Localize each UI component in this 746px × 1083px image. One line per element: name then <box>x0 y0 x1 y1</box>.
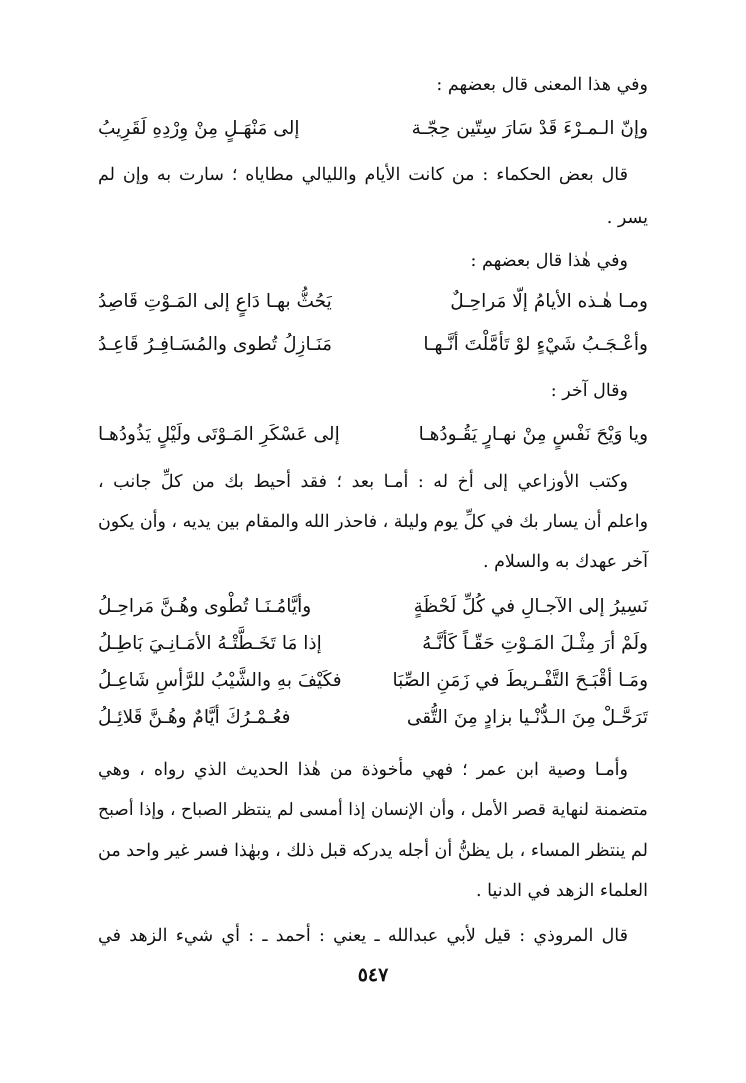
page-number: ٥٤٧ <box>357 964 389 986</box>
verse-second-hemistich: إذا مَا تَخَـطَّتْـهُ الأمَـانِـيَ بَاطِـلُ <box>98 633 322 654</box>
paragraph-line: وكتب الأوزاعي إلى أخ له : أمـا بعد ؛ فقد أحيط بك من كلِّ جانب ، <box>98 472 628 492</box>
verse-line <box>98 112 648 146</box>
paragraph-line: قال بعض الحكماء : من كانت الأيام والليالي مطاياه ؛ سارت به وإن لم <box>98 165 628 185</box>
paragraph-line: وأمـا وصية ابن عمر ؛ فهي مأخوذة من هٰذا الحديث الذي رواه ، وهي <box>98 760 628 780</box>
verse-second-hemistich: مَنَـازِلُ تُطوى والمُسَـافِـرُ قَاعِـدُ <box>98 334 333 355</box>
verse-line <box>98 590 648 624</box>
verse-first-hemistich: ومـا هٰـذه الأيامُ إلّا مَراحِـلٌ <box>450 291 648 312</box>
paragraph-line: العلماء الزهد في الدنيا . <box>475 881 648 901</box>
intro-line: وفي هٰذا قال بعضهم : <box>470 251 628 271</box>
verse-line <box>98 664 648 698</box>
paragraph-line: قال المروذي : قيل لأبي عبدالله ـ يعني : أحمد ـ : أي شيء الزهد في <box>98 926 628 946</box>
verse-first-hemistich: وأعْـجَـبُ شَيْءٍ لوْ تَأمَّلْتَ أنَّـهـا <box>423 334 648 355</box>
intro-line: وفي هذا المعنى قال بعضهم : <box>436 75 648 95</box>
verse-line <box>98 701 648 735</box>
verse-first-hemistich: تَرَحَّـلْ مِنَ الـدُّنْـيا بزادٍ مِنَ التُّقى <box>406 707 648 728</box>
verse-second-hemistich: إلى عَسْكَرِ المَـوْتَى ولَيْلٍ يَذُودُهـا <box>98 424 340 445</box>
intro-line: وقال آخر : <box>550 381 628 401</box>
verse-first-hemistich: ومَـا أقْبَـحَ التَّفْـريطَ في زَمَنِ الصِّبَا <box>392 670 648 691</box>
verse-line <box>98 285 648 319</box>
verse-first-hemistich: ويا وَيْحَ نَفْسٍ مِنْ نهـارٍ يَقُـودُهـا <box>418 424 648 445</box>
paragraph-line: آخر عهدك به والسلام . <box>482 552 648 572</box>
verse-first-hemistich: نَسِيرُ إلى الآجـالِ في كُلِّ لَحْظَةٍ <box>413 596 648 617</box>
verse-first-hemistich: وإنّ الـمـرْءَ قَدْ سَارَ سِتّين حِجّـة <box>411 118 648 139</box>
verse-second-hemistich: فكَيْفَ بهِ والشَّيْبُ للرَّأسِ شَاعِـلُ <box>98 670 342 691</box>
paragraph-line: يسر . <box>606 208 648 228</box>
paragraph-line: واعلم أن يسار بك في كلِّ يوم وليلة ، فاحذر الله والمقام بين يديه ، وأن يكون <box>98 512 648 532</box>
verse-second-hemistich: فعُـمْـرُكَ أيَّامٌ وهُـنَّ قَلائِـلُ <box>98 707 291 728</box>
verse-second-hemistich: وأيَّامُـنَـا تُطْوى وهُـنَّ مَراحِـلُ <box>98 596 312 617</box>
verse-first-hemistich: ولَمْ أرَ مِثْـلَ المَـوْتِ حَقّـاً كَأنَّـهُ <box>422 633 648 654</box>
verse-line <box>98 418 648 452</box>
paragraph-line: متضمنة لنهاية قصر الأمل ، وأن الإنسان إذا أمسى لم ينتظر الصباح ، وإذا أصبح <box>98 800 648 820</box>
verse-line <box>98 627 648 661</box>
paragraph-line: لم ينتظر المساء ، بل يظنُّ أن أجله يدركه قبل ذلك ، وبهٰذا فسر غير واحد من <box>98 841 648 861</box>
verse-second-hemistich: يَحُثُّ بهـا دَاعٍ إلى المَـوْتِ قَاصِدُ <box>98 291 332 312</box>
verse-line <box>98 328 648 362</box>
verse-second-hemistich: إلى مَنْهَـلٍ مِنْ وِرْدِهِ لَقَرِيبُ <box>98 118 300 139</box>
